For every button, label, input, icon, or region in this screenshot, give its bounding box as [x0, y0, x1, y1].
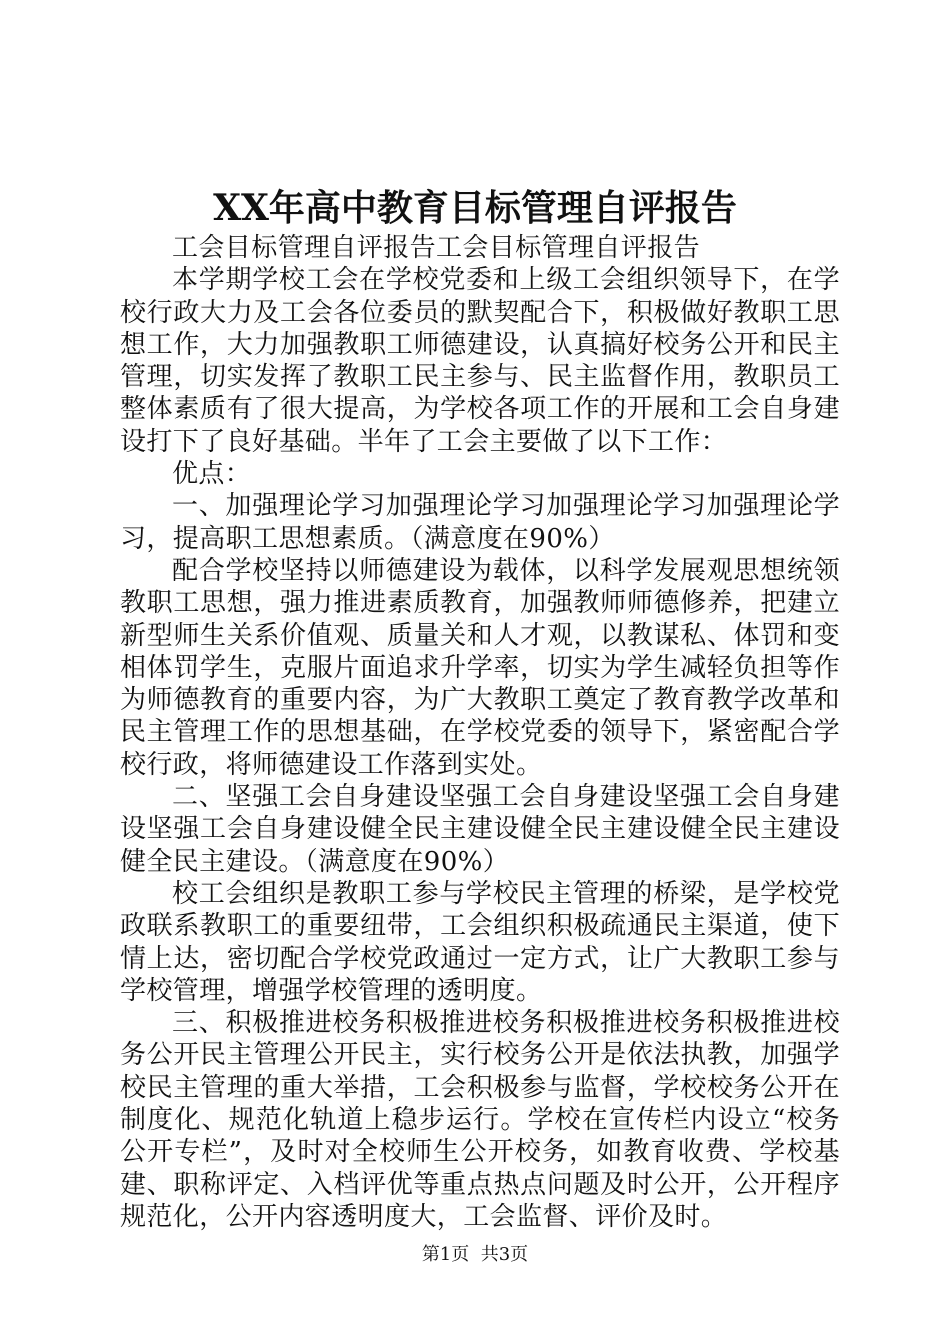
paragraph-section-1-heading: 一、加强理论学习加强理论学习加强理论学习加强理论学习，提高职工思想素质。（满意度在90%） [120, 491, 840, 554]
paragraph-section-2-body: 校工会组织是教职工参与学校民主管理的桥梁，是学校党政联系教职工的重要纽带，工会组织积极疏通民主渠道，使下情上达，密切配合学校党政通过一定方式，让广大教职工参与学校管理，增强学校管理的透明度。 [120, 878, 840, 1006]
paragraph-section-2-heading: 二、坚强工会自身建设坚强工会自身建设坚强工会自身建设坚强工会自身建设健全民主建设健全民主建设健全民主建设健全民主建设。（满意度在90%） [120, 782, 840, 877]
paragraph-section-3: 三、积极推进校务积极推进校务积极推进校务积极推进校务公开民主管理公开民主，实行校务公开是依法执教，加强学校民主管理的重大举措，工会积极参与监督，学校校务公开在制度化、规范化轨道上稳步运行。学校在宣传栏内设立“校务公开专栏”，及时对全校师生公开校务，如教育收费、学校基建、职称评定、入档评优等重点热点问题及时公开，公开程序规范化，公开内容透明度大，工会监督、评价及时。 [120, 1008, 840, 1232]
document-title: XX年高中教育目标管理自评报告 [213, 187, 737, 229]
paragraph-section-1-body: 配合学校坚持以师德建设为载体，以科学发展观思想统领教职工思想，强力推进素质教育，加强教师师德修养，把建立新型师生关系价值观、质量关和人才观，以教谋私、体罚和变相体罚学生，克服片面追求升学率，切实为学生减轻负担等作为师德教育的重要内容，为广大教职工奠定了教育教学改革和民主管理工作的思想基础，在学校党委的领导下，紧密配合学校行政，将师德建设工作落到实处。 [120, 555, 840, 780]
paragraph-subtitle: 工会目标管理自评报告工会目标管理自评报告 [172, 233, 701, 263]
paragraph-strengths-heading: 优点： [172, 459, 252, 490]
page-number: 第1页 [421, 1244, 470, 1265]
page-footer [0, 1243, 950, 1267]
paragraph-intro: 本学期学校工会在学校党委和上级工会组织领导下，在学校行政大力及工会各位委员的默契配合下，积极做好教职工思想工作，大力加强教职工师德建设，认真搞好校务公开和民主管理，切实发挥了教职工民主参与、民主监督作用，教职员工整体素质有了很大提高，为学校各项工作的开展和工会自身建设打下了良好基础。半年了工会主要做了以下工作： [120, 265, 840, 457]
page-total: 共3页 [480, 1244, 529, 1265]
document-body [120, 232, 840, 1233]
